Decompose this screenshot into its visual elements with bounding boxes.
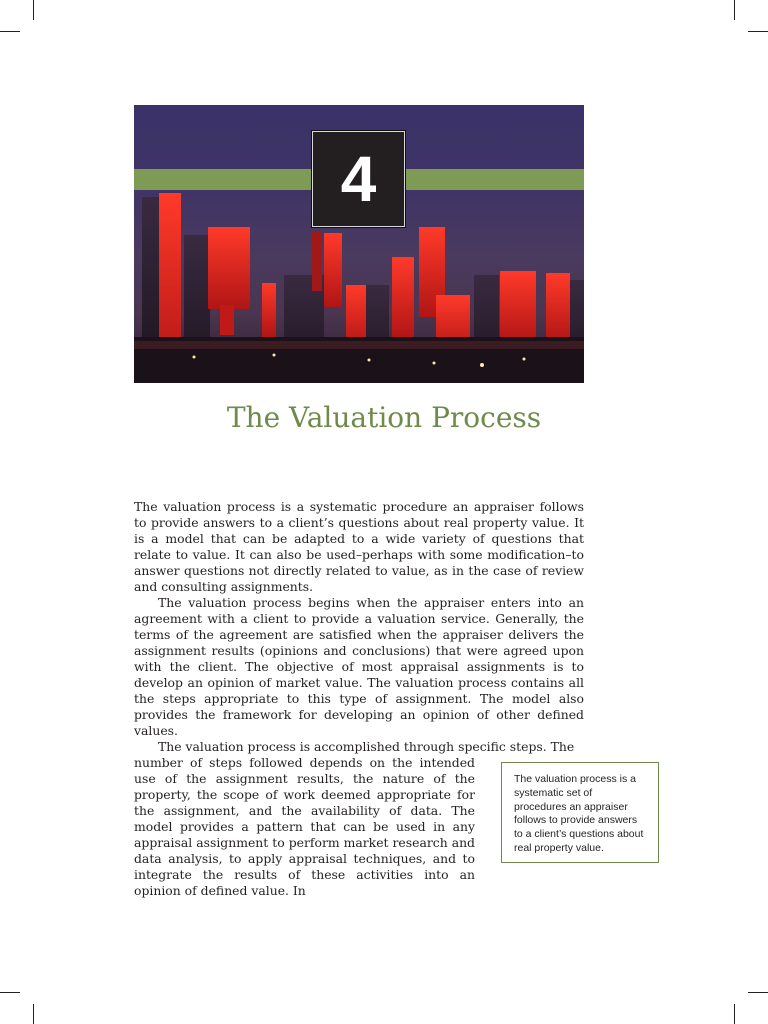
crop-mark xyxy=(33,1004,34,1024)
chapter-banner-image xyxy=(134,105,584,383)
paragraph-3-lead: The valuation process is accomplished through specific steps. The xyxy=(158,739,575,754)
paragraph-2: The valuation process begins when the appraiser enters into an agreement with a client to provide a valuation service. Generally, the terms of the agreement are satisfied when the appraiser delivers the assignment results (opinions and conclusions) that were agreed upon with the client. The objective of most appraisal assignments is to develop an opinion of market value. The valuation process contains all the steps appropriate to this type of assignment. The model also provides the framework for developing an opinion of other defined values. xyxy=(134,595,584,738)
crop-mark xyxy=(0,992,20,993)
margin-note xyxy=(501,762,659,863)
paragraph-3-rest: number of steps followed depends on the intended use of the assignment results, the nature of the property, the scope of work deemed appropriate for the assignment, and the availability of data. The model provides a pattern that can be used in any appraisal assignment to perform market research and data analysis, to apply appraisal techniques, and to integrate the results of these activities into an opinion of defined value. In xyxy=(134,755,475,898)
crop-mark xyxy=(748,992,768,993)
crop-mark xyxy=(734,1004,735,1024)
chapter-title: The Valuation Process xyxy=(226,401,542,434)
crop-mark xyxy=(748,31,768,32)
margin-note-text: The valuation process is a systematic set of procedures an appraiser follows to provide answers to a client’s questions about real property value. xyxy=(514,773,644,854)
crop-mark xyxy=(734,0,735,20)
crop-mark xyxy=(33,0,34,20)
paragraph-1: The valuation process is a systematic procedure an appraiser follows to provide answers to a client’s questions about real property value. It is a model that can be adapted to a wide variety of questions that relate to value. It can also be used–perhaps with some modification–to answer questions not directly related to value, as in the case of review and consulting assignments. xyxy=(134,499,584,594)
crop-mark xyxy=(0,31,20,32)
chapter-number-box xyxy=(312,131,405,227)
chapter-number: 4 xyxy=(340,143,377,215)
